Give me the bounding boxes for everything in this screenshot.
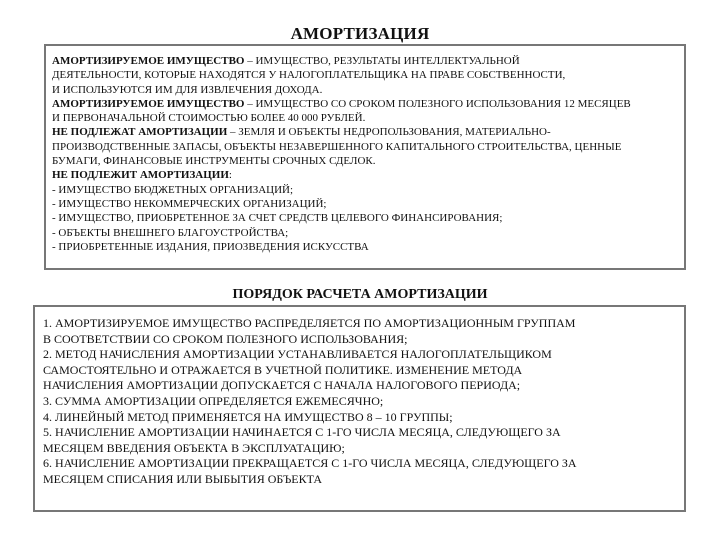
definition-line (52, 54, 678, 68)
definition-term: АМОРТИЗИРУЕМОЕ ИМУЩЕСТВО (52, 55, 245, 67)
procedure-line: 4. ЛИНЕЙНЫЙ МЕТОД ПРИМЕНЯЕТСЯ НА ИМУЩЕСТВО 8 – 10 ГРУППЫ; (43, 409, 453, 424)
definition-text: – ИМУЩЕСТВО СО СРОКОМ ПОЛЕЗНОГО ИСПОЛЬЗОВАНИЯ 12 МЕСЯЦЕВ (244, 97, 631, 110)
definitions-box (44, 44, 686, 270)
definition-line: БУМАГИ, ФИНАНСОВЫЕ ИНСТРУМЕНТЫ СРОЧНЫХ СДЕЛОК. (52, 155, 376, 168)
definition-term: НЕ ПОДЛЕЖИТ АМОРТИЗАЦИИ (52, 169, 229, 182)
definition-term: НЕ ПОДЛЕЖАТ АМОРТИЗАЦИИ (52, 126, 228, 139)
definition-text: – ИМУЩЕСТВО, РЕЗУЛЬТАТЫ ИНТЕЛЛЕКТУАЛЬНОЙ (244, 55, 520, 67)
definition-line: ДЕЯТЕЛЬНОСТИ, КОТОРЫЕ НАХОДЯТСЯ У НАЛОГОПЛАТЕЛЬЩИКА НА ПРАВЕ СОБСТВЕННОСТИ, (52, 69, 566, 82)
procedure-line: 6. НАЧИСЛЕНИЕ АМОРТИЗАЦИИ ПРЕКРАЩАЕТСЯ С 1-ГО ЧИСЛА МЕСЯЦА, СЛЕДУЮЩЕГО ЗА (43, 456, 577, 471)
procedure-line: 1. АМОРТИЗИРУЕМОЕ ИМУЩЕСТВО РАСПРЕДЕЛЯЕТСЯ ПО АМОРТИЗАЦИОННЫМ ГРУППАМ (43, 316, 576, 330)
procedure-line: МЕСЯЦЕМ СПИСАНИЯ ИЛИ ВЫБЫТИЯ ОБЪЕКТА (43, 471, 323, 486)
procedure-box (33, 305, 686, 512)
section-heading: ПОРЯДОК РАСЧЕТА АМОРТИЗАЦИИ (232, 287, 488, 302)
definition-line: И ИСПОЛЬЗУЮТСЯ ИМ ДЛЯ ИЗВЛЕЧЕНИЯ ДОХОДА. (52, 83, 323, 96)
list-item: - ПРИОБРЕТЕННЫЕ ИЗДАНИЯ, ПРИОЗВЕДЕНИЯ ИСКУССТВА (52, 240, 369, 253)
list-item: - ИМУЩЕСТВО НЕКОММЕРЧЕСКИХ ОРГАНИЗАЦИЙ; (52, 197, 327, 210)
procedure-line: 5. НАЧИСЛЕНИЕ АМОРТИЗАЦИИ НАЧИНАЕТСЯ С 1-ГО ЧИСЛА МЕСЯЦА, СЛЕДУЮЩЕГО ЗА (43, 425, 561, 440)
procedure-line: В СООТВЕТСТВИИ СО СРОКОМ ПОЛЕЗНОГО ИСПОЛЬЗОВАНИЯ; (43, 331, 408, 346)
definition-text: – ЗЕМЛЯ И ОБЪЕКТЫ НЕДРОПОЛЬЗОВАНИЯ, МАТЕРИАЛЬНО- (227, 126, 551, 139)
definition-line (52, 125, 678, 139)
procedure-line: НАЧИСЛЕНИЯ АМОРТИЗАЦИИ ДОПУСКАЕТСЯ С НАЧАЛА НАЛОГОВОГО ПЕРИОДА; (43, 378, 521, 393)
definition-line: ПРОИЗВОДСТВЕННЫЕ ЗАПАСЫ, ОБЪЕКТЫ НЕЗАВЕРШЕННОГО КАПИТАЛЬНОГО СТРОИТЕЛЬСТВА, ЦЕННЫЕ (52, 140, 622, 153)
page-title: АМОРТИЗАЦИЯ (290, 24, 430, 43)
definition-term: АМОРТИЗИРУЕМОЕ ИМУЩЕСТВО (52, 97, 245, 110)
definition-line: И ПЕРВОНАЧАЛЬНОЙ СТОИМОСТЬЮ БОЛЕЕ 40 000 РУБЛЕЙ. (52, 112, 366, 125)
procedure-line: САМОСТОЯТЕЛЬНО И ОТРАЖАЕТСЯ В УЧЕТНОЙ ПОЛИТИКЕ. ИЗМЕНЕНИЕ МЕТОДА (43, 362, 523, 377)
procedure-line: 3. СУММА АМОРТИЗАЦИИ ОПРЕДЕЛЯЕТСЯ ЕЖЕМЕСЯЧНО; (43, 393, 384, 408)
definition-text: : (228, 169, 232, 182)
procedure-line: МЕСЯЦЕМ ВВЕДЕНИЯ ОБЪЕКТА В ЭКСПЛУАТАЦИЮ; (43, 440, 345, 455)
list-item: - ИМУЩЕСТВО, ПРИОБРЕТЕННОЕ ЗА СЧЕТ СРЕДСТВ ЦЕЛЕВОГО ФИНАНСИРОВАНИЯ; (52, 212, 503, 225)
definition-line (52, 97, 678, 111)
definition-line (52, 168, 678, 182)
list-item: - ОБЪЕКТЫ ВНЕШНЕГО БЛАГОУСТРОЙСТВА; (52, 226, 289, 239)
procedure-line: 2. МЕТОД НАЧИСЛЕНИЯ АМОРТИЗАЦИИ УСТАНАВЛИВАЕТСЯ НАЛОГОПЛАТЕЛЬЩИКОМ (43, 347, 552, 362)
list-item: - ИМУЩЕСТВО БЮДЖЕТНЫХ ОРГАНИЗАЦИЙ; (52, 183, 294, 196)
